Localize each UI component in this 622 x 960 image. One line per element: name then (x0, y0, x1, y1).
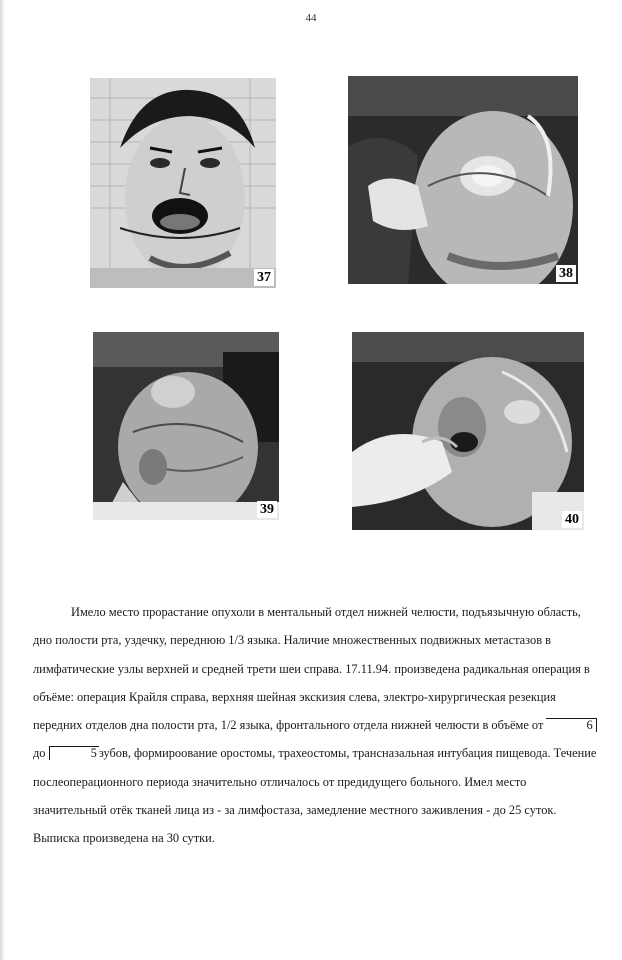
tooth-number-to: 5 (49, 746, 99, 760)
surgery-photo-illustration (348, 76, 578, 284)
figure-39-photo (93, 332, 279, 520)
neck-photo-illustration (93, 332, 279, 520)
figure-label: 37 (254, 269, 274, 286)
figure-40-photo (352, 332, 584, 530)
page-number: 44 (305, 12, 317, 24)
examination-photo-illustration (352, 332, 584, 530)
face-photo-illustration (90, 78, 276, 288)
figure-37-photo (90, 78, 276, 288)
figure-label: 39 (257, 501, 277, 518)
figure-label: 38 (556, 265, 576, 282)
paragraph (33, 598, 601, 853)
tooth-number-from: 6 (546, 718, 596, 732)
body-text (33, 598, 601, 853)
text-part-2: до (33, 746, 49, 761)
text-part-3: зубов, формироование оростомы, трахеостомы, трансназальная интубация пищевода. Течение послеоперационного периода значительно отличалось от предидущего больного. Имел место значительный отёк тканей лица из - за лимфостаза, замедление местного заживления - до 25 суток. Выписка произведена на 30 сутки. (33, 746, 597, 846)
figure-label: 40 (562, 511, 582, 528)
text-part-1: Имело место прорастание опухоли в ментальный отдел нижней челюсти, подъязычную область, дно полости рта, уздечку, переднюю 1/3 языка. Наличие множественных подвижных метастазов в лимфатические узлы верхней и средней трети шеи справа. 17.11.94. произведена радикальная операция в объёме: операция Крайля справа, верхняя шейная экскизия слева, электро-хирургическая резекция передних отделов дна полости рта, 1/2 языка, фронтального отдела нижней челюсти в объёме от (33, 605, 590, 733)
figure-38-photo (348, 76, 578, 284)
scan-edge (0, 0, 5, 960)
